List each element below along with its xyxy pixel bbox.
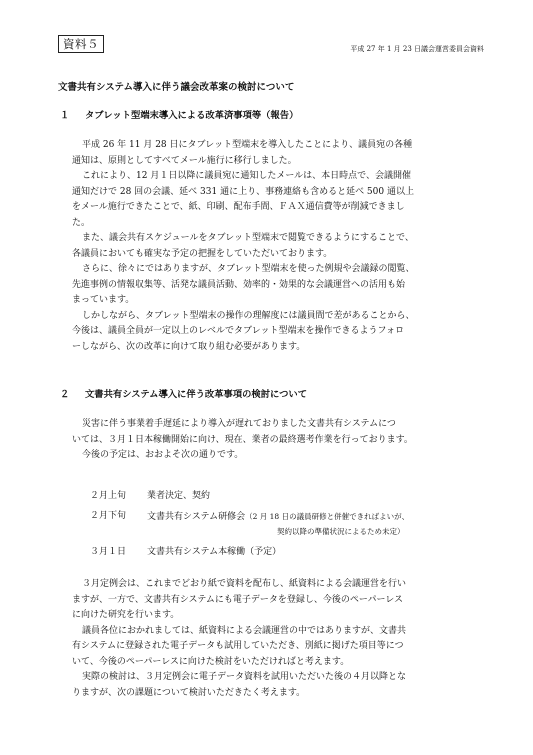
section-1-body	[72, 138, 482, 355]
paragraph-line: 通知は、原則としてすべてメール施行に移行しました。	[72, 155, 297, 166]
paragraph-line: これにより、12 月１日以降に議員宛に通知したメールは、本日時点で、会議開催	[82, 171, 411, 181]
schedule-date: ２月上旬	[90, 491, 127, 501]
paragraph-line: 先進事例の情報収集等、活発な議員活動、効率的・効果的な会議運営への活用も始	[72, 279, 406, 290]
paragraph-line: しかしながら、タブレット型端末の操作の理解度には議員間で差があることから、	[82, 310, 415, 321]
schedule-item	[147, 545, 281, 560]
document-title: 文書共有システム導入に伴う議会改革案の検討について	[58, 82, 295, 93]
schedule-date: ２月下旬	[90, 511, 127, 521]
schedule-row	[90, 489, 490, 504]
section-2-title: 文書共有システム導入に伴う改革事項の検討について	[85, 389, 308, 400]
schedule-row	[90, 509, 490, 524]
paragraph-line: 今後は、議員全員が一定以上のレベルでタブレット型端末を操作できるようフォロ	[72, 326, 405, 336]
paragraph-line: ３月定例会は、これまでどおり紙で資料を配布し、紙資料による会議運営を行い	[82, 579, 407, 589]
section-1-number: １	[60, 110, 70, 121]
paragraph-line: 災害に伴う事業着手遅延により導入が遅れておりました文書共有システムにつ	[82, 419, 396, 429]
schedule-item-text: 文書共有システム本稼働（予定）	[147, 547, 282, 557]
section-1-heading	[60, 110, 298, 122]
schedule-item	[147, 489, 210, 504]
schedule-list	[90, 489, 490, 560]
paragraph-line: いて、今後のペーパーレスに向けた検討をいただければと考えます。	[72, 656, 350, 667]
document-date: 平成 27 年 1 月 23 日議会運営委員会資料	[350, 45, 484, 53]
schedule-date: ３月１日	[90, 547, 127, 557]
paragraph-line: 各議員においても確実な予定の把握をしていただいております。	[72, 248, 333, 259]
paragraph-line: た。	[72, 217, 91, 228]
schedule-note-continued: 契約以降の準備状況によるため未定）	[277, 527, 405, 536]
paragraph-line: さらに、徐々にではありますが、タブレット型端末を使った例規や会議録の閲覧、	[82, 264, 415, 274]
schedule-item	[147, 509, 409, 525]
paragraph-line: 今後の予定は、おおよそ次の通りです。	[82, 450, 244, 460]
paragraph-line: いては、３月１日本稼働開始に向け、現在、業者の最終選考作業を行っております。	[72, 434, 413, 445]
paragraph-line: 実際の検討は、３月定例会に電子データ資料を試用いただいた後の４月以降とな	[82, 672, 407, 682]
section-1-title: タブレット型端末導入による改革済事項等（報告）	[85, 110, 299, 121]
schedule-note: （2 月 18 日の議員研修と併催できればよいが、	[245, 512, 410, 521]
paragraph-line: 通知だけで 28 回の会議、延べ 331 通に上り、事務連絡も含めると延べ 500 通以上	[72, 186, 414, 197]
document-label: 資料５	[58, 35, 104, 53]
schedule-item-text: 業者決定、契約	[147, 491, 211, 501]
paragraph-line: また、議会共有スケジュールをタブレット型端末で閲覧できるようにすることで、	[82, 233, 414, 243]
paragraph-line: をメール施行できたことで、紙、印刷、配布手間、ＦＡＸ通信費等が削減できまし	[72, 202, 405, 212]
section-2-heading	[60, 389, 307, 401]
paragraph-line: りますが、次の課題について検討いただきたく考えます。	[72, 687, 306, 698]
paragraph-line: ーしながら、次の改革に向けて取り組む必要があります。	[72, 341, 306, 352]
schedule-item-text: 文書共有システム研修会	[147, 512, 246, 522]
schedule-row	[90, 545, 490, 560]
paragraph-line: まっています。	[72, 295, 135, 305]
paragraph-line: ますが、一方で、文書共有システムにも電子データを登録し、今後のペーパーレス	[72, 594, 404, 605]
paragraph-line: 議員各位におかれましては、紙資料による会議運営の中ではありますが、文書共	[82, 625, 407, 636]
section-2-closing	[72, 577, 482, 701]
section-2-intro	[72, 417, 482, 464]
paragraph-line: 平成 26 年 11 月 28 日にタブレット型端末を導入したことにより、議員宛の各種	[82, 140, 413, 150]
schedule-note-row	[90, 524, 490, 539]
section-2-number: ２	[60, 389, 70, 400]
paragraph-line: 有システムに登録された電子データも試用していただき、別紙に掲げた項目等につ	[72, 641, 404, 651]
paragraph-line: に向けた研究を行います。	[72, 610, 180, 620]
